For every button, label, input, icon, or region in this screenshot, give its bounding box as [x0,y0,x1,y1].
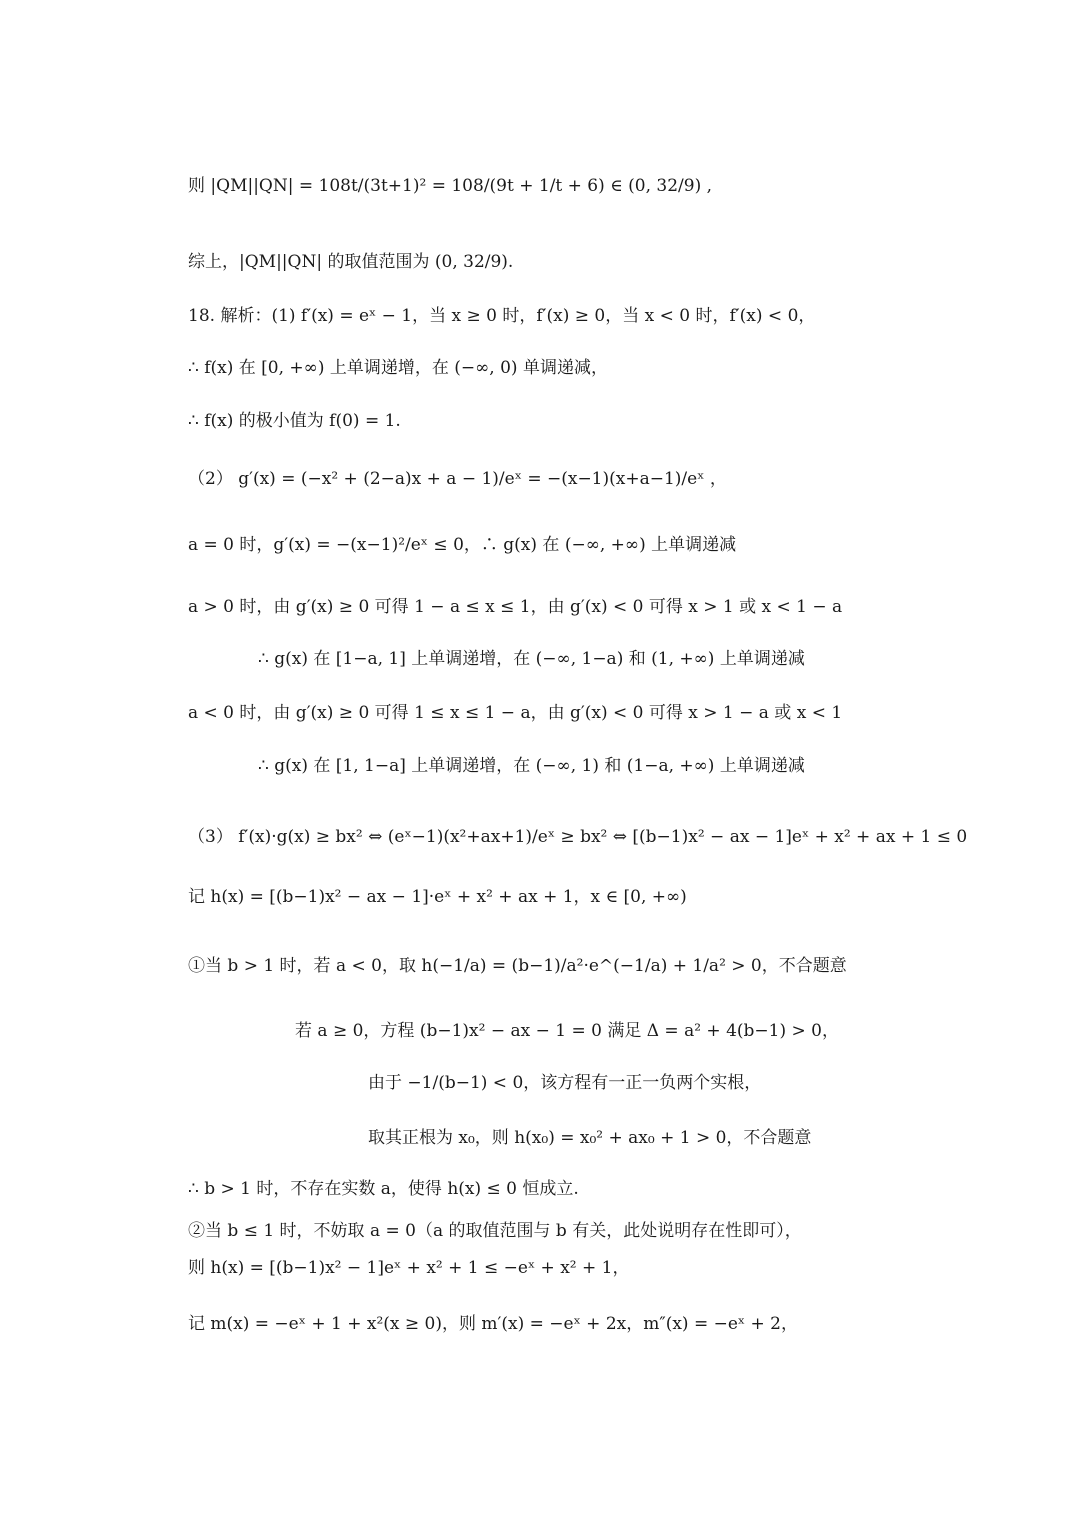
line-19: ②当 b ≤ 1 时，不妨取 a = 0（a 的取值范围与 b 有关，此处说明存在性即可）， [188,1221,802,1241]
line-8: a > 0 时，由 g′(x) ≥ 0 可得 1 − a ≤ x ≤ 1，由 g′(x) < 0 可得 x > 1 或 x < 1 − a [188,597,843,617]
line-11: ∴ g(x) 在 [1, 1−a] 上单调递增，在 (−∞, 1) 和 (1−a, +∞) 上单调递减 [258,756,805,776]
line-12: （3） f′(x)·g(x) ≥ bx² ⇔ (eˣ−1)(x²+ax+1)/eˣ ≥ bx² ⇔ [(b−1)x² − ax − 1]eˣ + x² + ax + 1 ≤ 0 [188,827,968,847]
line-21: 记 m(x) = −eˣ + 1 + x²(x ≥ 0)，则 m′(x) = −eˣ + 2x，m″(x) = −eˣ + 2， [188,1314,798,1334]
line-20: 则 h(x) = [(b−1)x² − 1]eˣ + x² + 1 ≤ −eˣ + x² + 1， [188,1258,630,1278]
line-9: ∴ g(x) 在 [1−a, 1] 上单调递增，在 (−∞, 1−a) 和 (1, +∞) 上单调递减 [258,649,805,669]
line-18: ∴ b > 1 时，不存在实数 a，使得 h(x) ≤ 0 恒成立. [188,1179,579,1199]
line-4: ∴ f(x) 在 [0, +∞) 上单调递增，在 (−∞, 0) 单调递减， [188,358,608,378]
line-14: ①当 b > 1 时，若 a < 0，取 h(−1/a) = (b−1)/a²·e^(−1/a) + 1/a² > 0，不合题意 [188,956,847,976]
line-16: 由于 −1/(b−1) < 0，该方程有一正一负两个实根， [368,1073,762,1093]
line-7: a = 0 时，g′(x) = −(x−1)²/eˣ ≤ 0，∴ g(x) 在 (−∞, +∞) 上单调递减 [188,535,737,555]
line-5: ∴ f(x) 的极小值为 f(0) = 1. [188,411,401,431]
line-13: 记 h(x) = [(b−1)x² − ax − 1]·eˣ + x² + ax + 1，x ∈ [0, +∞) [188,887,687,907]
line-17: 取其正根为 x₀，则 h(x₀) = x₀² + ax₀ + 1 > 0，不合题意 [368,1128,812,1148]
line-15: 若 a ≥ 0，方程 (b−1)x² − ax − 1 = 0 满足 Δ = a² + 4(b−1) > 0， [295,1021,839,1041]
line-2: 综上，|QM||QN| 的取值范围为 (0, 32/9). [188,252,514,272]
line-10: a < 0 时，由 g′(x) ≥ 0 可得 1 ≤ x ≤ 1 − a，由 g′(x) < 0 可得 x > 1 − a 或 x < 1 [188,703,843,723]
line-6: （2） g′(x) = (−x² + (2−a)x + a − 1)/eˣ = −(x−1)(x+a−1)/eˣ ， [188,469,727,489]
line-1: 则 |QM||QN| = 108t/(3t+1)² = 108/(9t + 1/t + 6) ∈ (0, 32/9) , [188,176,713,196]
line-3: 18. 解析：(1) f′(x) = eˣ − 1，当 x ≥ 0 时，f′(x) ≥ 0，当 x < 0 时，f′(x) < 0， [188,306,816,326]
